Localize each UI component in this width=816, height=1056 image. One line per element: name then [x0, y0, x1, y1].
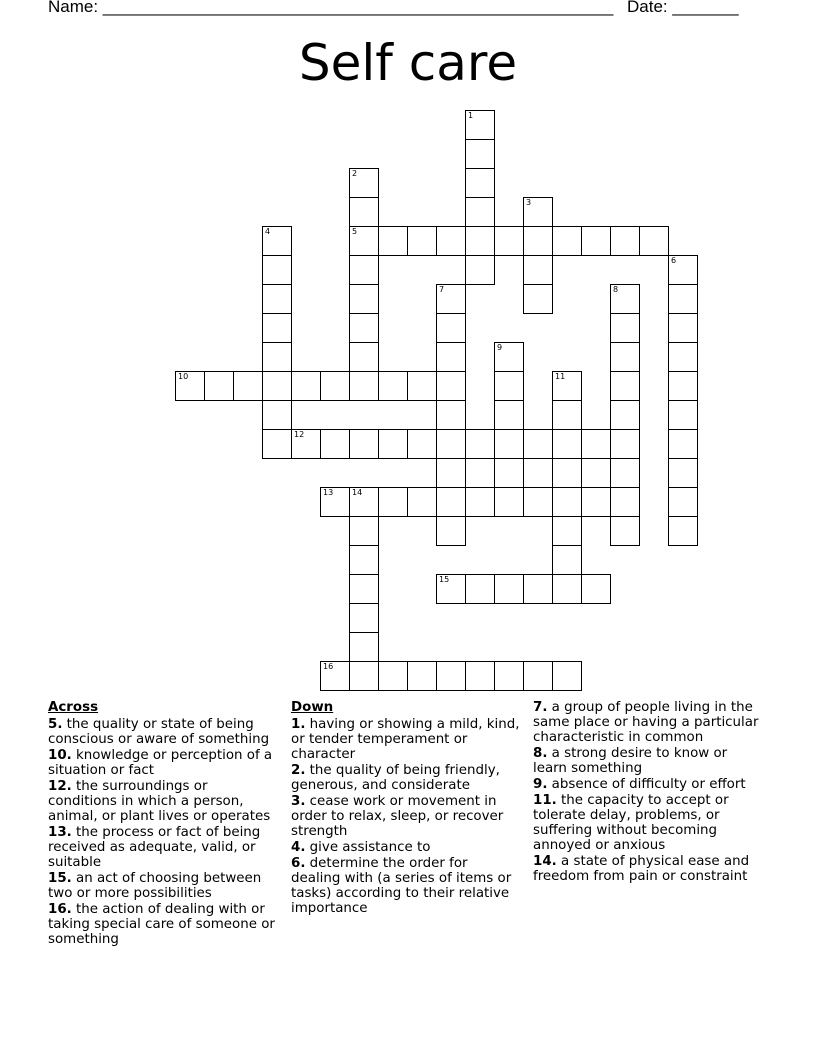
cell-number: 12	[294, 430, 305, 439]
grid-cell[interactable]	[436, 458, 466, 488]
clue-number: 14.	[533, 854, 557, 869]
grid-cell[interactable]	[610, 371, 640, 401]
cell-number: 1	[468, 111, 474, 120]
grid-cell[interactable]	[262, 313, 292, 343]
cell-number: 8	[613, 285, 619, 294]
clue-number: 5.	[48, 717, 63, 732]
clue-number: 8.	[533, 746, 548, 761]
clue-text: the process or fact of being received as adequate, valid, or suitable	[48, 825, 261, 870]
grid-cell[interactable]	[668, 371, 698, 401]
grid-cell[interactable]	[610, 429, 640, 459]
grid-cell[interactable]	[349, 342, 379, 372]
grid-cell[interactable]	[465, 487, 495, 517]
grid-cell[interactable]	[436, 313, 466, 343]
clue-down-6	[291, 856, 521, 916]
grid-cell[interactable]	[668, 342, 698, 372]
date-field-label[interactable]: Date: _______	[627, 0, 739, 16]
grid-cell[interactable]	[668, 400, 698, 430]
grid-cell[interactable]	[262, 400, 292, 430]
cell-number: 15	[439, 575, 450, 584]
grid-cell[interactable]	[523, 226, 553, 256]
across-clues	[48, 700, 280, 948]
puzzle-title: Self care	[298, 34, 518, 92]
grid-cell[interactable]	[233, 371, 263, 401]
grid-cell[interactable]	[494, 371, 524, 401]
grid-cell[interactable]	[465, 429, 495, 459]
grid-cell[interactable]	[610, 342, 640, 372]
clue-number: 1.	[291, 717, 306, 732]
grid-cell[interactable]	[436, 487, 466, 517]
grid-cell[interactable]	[262, 342, 292, 372]
grid-cell[interactable]	[523, 284, 553, 314]
grid-cell[interactable]	[349, 429, 379, 459]
clue-number: 7.	[533, 700, 548, 715]
down-heading: Down	[291, 700, 334, 715]
grid-cell[interactable]	[436, 400, 466, 430]
grid-cell[interactable]	[407, 429, 437, 459]
grid-cell[interactable]	[436, 574, 466, 604]
clue-text: knowledge or perception of a situation or fact	[48, 748, 273, 778]
grid-cell[interactable]	[407, 487, 437, 517]
grid-cell[interactable]	[436, 284, 466, 314]
grid-cell[interactable]	[349, 574, 379, 604]
clue-number: 13.	[48, 825, 72, 840]
grid-cell[interactable]	[349, 168, 379, 198]
clue-text: determine the order for dealing with (a series of items or tasks) according to their relative importance	[291, 856, 512, 916]
grid-cell[interactable]	[349, 255, 379, 285]
down-clues	[291, 700, 521, 917]
grid-cell[interactable]	[175, 371, 205, 401]
clue-across-10	[48, 748, 280, 778]
grid-cell[interactable]	[378, 429, 408, 459]
grid-cell[interactable]	[262, 371, 292, 401]
grid-cell[interactable]	[494, 574, 524, 604]
grid-cell[interactable]	[523, 197, 553, 227]
clue-text: a strong desire to know or learn something	[533, 746, 728, 776]
grid-cell[interactable]	[465, 574, 495, 604]
clue-across-5	[48, 717, 280, 747]
cell-number: 14	[352, 488, 363, 497]
grid-cell[interactable]	[262, 284, 292, 314]
grid-cell[interactable]	[320, 487, 350, 517]
grid-cell[interactable]	[581, 487, 611, 517]
grid-cell[interactable]	[465, 226, 495, 256]
grid-cell[interactable]	[494, 342, 524, 372]
grid-cell[interactable]	[552, 574, 582, 604]
grid-cell[interactable]	[552, 371, 582, 401]
clue-down-7	[533, 700, 765, 745]
grid-cell[interactable]	[581, 429, 611, 459]
grid-cell[interactable]	[262, 255, 292, 285]
grid-cell[interactable]	[668, 516, 698, 546]
clue-down-3	[291, 794, 521, 839]
grid-cell[interactable]	[552, 226, 582, 256]
grid-cell[interactable]	[581, 574, 611, 604]
grid-cell[interactable]	[610, 400, 640, 430]
grid-cell[interactable]	[465, 168, 495, 198]
cell-number: 6	[671, 256, 677, 265]
grid-cell[interactable]	[552, 458, 582, 488]
grid-cell[interactable]	[523, 487, 553, 517]
clue-number: 6.	[291, 856, 306, 871]
clue-text: having or showing a mild, kind, or tender temperament or character	[291, 717, 520, 762]
grid-cell[interactable]	[465, 110, 495, 140]
clue-text: give assistance to	[309, 840, 431, 855]
clue-across-12	[48, 779, 280, 824]
grid-cell[interactable]	[349, 313, 379, 343]
clue-down-1	[291, 717, 521, 762]
clue-text: cease work or movement in order to relax, sleep, or recover strength	[291, 794, 504, 839]
grid-cell[interactable]	[349, 487, 379, 517]
clue-down-2	[291, 763, 521, 793]
cell-number: 3	[526, 198, 532, 207]
grid-cell[interactable]	[320, 661, 350, 691]
cell-number: 16	[323, 662, 334, 671]
grid-cell[interactable]	[552, 429, 582, 459]
clue-down-11	[533, 793, 765, 853]
grid-cell[interactable]	[436, 226, 466, 256]
clue-number: 10.	[48, 748, 72, 763]
grid-cell[interactable]	[610, 458, 640, 488]
grid-cell[interactable]	[465, 139, 495, 169]
clue-number: 3.	[291, 794, 306, 809]
cell-number: 11	[555, 372, 566, 381]
clue-down-9	[533, 777, 765, 792]
clue-text: the surroundings or conditions in which a person, animal, or plant lives or operates	[48, 779, 271, 824]
clue-across-15	[48, 871, 280, 901]
clue-down-8	[533, 746, 765, 776]
clue-down-14	[533, 854, 765, 884]
grid-cell[interactable]	[349, 371, 379, 401]
cell-number: 9	[497, 343, 503, 352]
grid-cell[interactable]	[262, 226, 292, 256]
grid-cell[interactable]	[552, 661, 582, 691]
across-heading: Across	[48, 700, 99, 715]
grid-cell[interactable]	[407, 371, 437, 401]
cell-number: 13	[323, 488, 334, 497]
grid-cell[interactable]	[523, 574, 553, 604]
clue-text: a state of physical ease and freedom from pain or constraint	[533, 854, 750, 884]
grid-cell[interactable]	[349, 226, 379, 256]
grid-cell[interactable]	[610, 487, 640, 517]
clue-text: the action of dealing with or taking special care of someone or something	[48, 902, 275, 947]
clue-text: the capacity to accept or tolerate delay, problems, or suffering without becoming annoyed or anxious	[533, 793, 729, 853]
clue-number: 12.	[48, 779, 72, 794]
grid-cell[interactable]	[349, 632, 379, 662]
grid-cell[interactable]	[320, 371, 350, 401]
grid-cell[interactable]	[639, 226, 669, 256]
grid-cell[interactable]	[262, 429, 292, 459]
clue-text: the quality of being friendly, generous, and considerate	[291, 763, 500, 793]
clue-number: 4.	[291, 840, 306, 855]
clue-number: 16.	[48, 902, 72, 917]
grid-cell[interactable]	[552, 400, 582, 430]
cell-number: 7	[439, 285, 445, 294]
grid-cell[interactable]	[378, 226, 408, 256]
grid-cell[interactable]	[494, 429, 524, 459]
grid-cell[interactable]	[494, 226, 524, 256]
grid-cell[interactable]	[436, 371, 466, 401]
clue-text: absence of difficulty or effort	[551, 777, 746, 792]
grid-cell[interactable]	[552, 516, 582, 546]
grid-cell[interactable]	[320, 429, 350, 459]
grid-cell[interactable]	[291, 429, 321, 459]
grid-cell[interactable]	[668, 458, 698, 488]
grid-cell[interactable]	[465, 197, 495, 227]
grid-cell[interactable]	[610, 284, 640, 314]
cell-number: 4	[265, 227, 271, 236]
grid-cell[interactable]	[668, 487, 698, 517]
grid-cell[interactable]	[494, 458, 524, 488]
clue-number: 2.	[291, 763, 306, 778]
grid-cell[interactable]	[668, 255, 698, 285]
cell-number: 10	[178, 372, 189, 381]
clue-across-13	[48, 825, 280, 870]
grid-cell[interactable]	[349, 284, 379, 314]
clue-across-16	[48, 902, 280, 947]
grid-cell[interactable]	[581, 226, 611, 256]
grid-cell[interactable]	[494, 487, 524, 517]
grid-cell[interactable]	[349, 516, 379, 546]
grid-cell[interactable]	[436, 342, 466, 372]
grid-cell[interactable]	[407, 661, 437, 691]
grid-cell[interactable]	[436, 429, 466, 459]
grid-cell[interactable]	[204, 371, 234, 401]
grid-cell[interactable]	[378, 661, 408, 691]
cell-number: 5	[352, 227, 358, 236]
clue-down-4	[291, 840, 521, 855]
grid-cell[interactable]	[552, 545, 582, 575]
down-clues-continued	[533, 700, 765, 885]
grid-cell[interactable]	[494, 661, 524, 691]
grid-cell[interactable]	[465, 255, 495, 285]
clue-text: an act of choosing between two or more possibilities	[48, 871, 262, 901]
grid-cell[interactable]	[465, 661, 495, 691]
grid-cell[interactable]	[378, 487, 408, 517]
grid-cell[interactable]	[494, 400, 524, 430]
grid-cell[interactable]	[523, 661, 553, 691]
grid-cell[interactable]	[523, 429, 553, 459]
grid-cell[interactable]	[523, 255, 553, 285]
grid-cell[interactable]	[610, 516, 640, 546]
grid-cell[interactable]	[668, 313, 698, 343]
grid-cell[interactable]	[668, 284, 698, 314]
grid-cell[interactable]	[291, 371, 321, 401]
grid-cell[interactable]	[349, 197, 379, 227]
clue-text: the quality or state of being conscious or aware of something	[48, 717, 270, 747]
cell-number: 2	[352, 169, 358, 178]
grid-cell[interactable]	[436, 516, 466, 546]
grid-cell[interactable]	[349, 545, 379, 575]
name-field-label[interactable]: Name: ______________________________________________________	[48, 0, 614, 16]
grid-cell[interactable]	[378, 371, 408, 401]
grid-cell[interactable]	[668, 429, 698, 459]
grid-cell[interactable]	[349, 603, 379, 633]
grid-cell[interactable]	[407, 226, 437, 256]
clue-number: 15.	[48, 871, 72, 886]
grid-cell[interactable]	[552, 487, 582, 517]
grid-cell[interactable]	[436, 661, 466, 691]
grid-cell[interactable]	[349, 661, 379, 691]
grid-cell[interactable]	[610, 226, 640, 256]
grid-cell[interactable]	[610, 313, 640, 343]
clue-text: a group of people living in the same place or having a particular characteristic in common	[533, 700, 759, 745]
clue-number: 9.	[533, 777, 548, 792]
clue-number: 11.	[533, 793, 557, 808]
